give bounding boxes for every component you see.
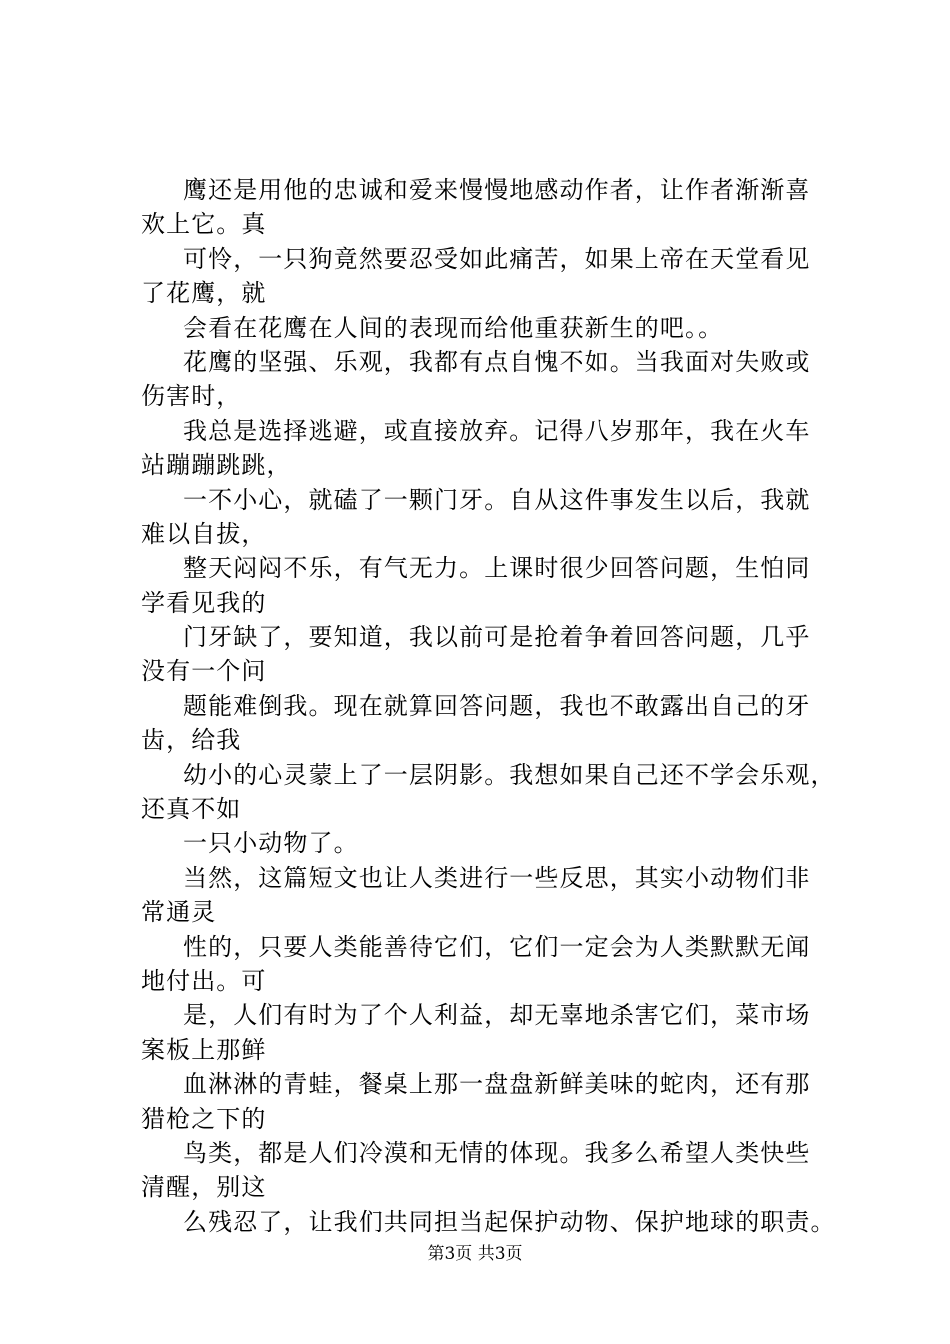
text-line: 伤害时，: [141, 382, 242, 411]
text-line: 没有一个问: [141, 657, 267, 686]
text-line: 了花鹰，就: [141, 279, 267, 308]
text-line: 我总是选择逃避，或直接放弃。记得八岁那年，我在火车: [183, 416, 811, 445]
text-line: 鹰还是用他的忠诚和爱来慢慢地感动作者，让作者渐渐喜: [183, 176, 811, 204]
page-footer: 第3页 共3页: [427, 1244, 523, 1264]
text-line: 门牙缺了，要知道，我以前可是抢着争着回答问题，几乎: [183, 623, 811, 652]
text-line: 地付出。可: [141, 966, 267, 995]
text-line: 清醒，别这: [141, 1173, 267, 1202]
body-text: [141, 173, 841, 1239]
text-line: 猎枪之下的: [141, 1104, 267, 1133]
text-line: 一不小心，就磕了一颗门牙。自从这件事发生以后，我就: [183, 485, 811, 514]
text-line: 学看见我的: [141, 588, 267, 617]
text-line: 站蹦蹦跳跳，: [141, 451, 292, 480]
text-line: 么残忍了，让我们共同担当起保护动物、保护地球的职责。: [183, 1207, 836, 1236]
text-line: 题能难倒我。现在就算回答问题，我也不敢露出自己的牙: [183, 691, 811, 720]
text-line: 幼小的心灵蒙上了一层阴影。我想如果自己还不学会乐观，: [183, 760, 836, 789]
text-line: 整天闷闷不乐，有气无力。上课时很少回答问题，生怕同: [183, 554, 811, 583]
text-line: 可怜，一只狗竟然要忍受如此痛苦，如果上帝在天堂看见: [183, 244, 811, 273]
text-line: 一只小动物了。: [183, 829, 359, 858]
text-line: 会看在花鹰在人间的表现而给他重获新生的吧。。: [183, 313, 724, 342]
text-line: 还真不如: [141, 795, 242, 824]
text-line: 花鹰的坚强、乐观，我都有点自愧不如。当我面对失败或: [183, 347, 811, 376]
text-line: 血淋淋的青蛙，餐桌上那一盘盘新鲜美味的蛇肉，还有那: [183, 1070, 811, 1099]
text-line: 性的，只要人类能善待它们，它们一定会为人类默默无闻: [183, 932, 811, 961]
text-line: 是，人们有时为了个人利益，却无辜地杀害它们，菜市场: [183, 1001, 811, 1030]
text-line: 欢上它。真: [141, 210, 267, 239]
text-line: 当然，这篇短文也让人类进行一些反思，其实小动物们非: [183, 863, 811, 892]
text-line: 难以自拔，: [141, 519, 267, 548]
text-line: 案板上那鲜: [141, 1035, 267, 1064]
text-line: 齿，给我: [141, 726, 242, 755]
text-line: 常通灵: [141, 898, 217, 927]
text-line: 鸟类，都是人们冷漠和无情的体现。我多么希望人类快些: [183, 1138, 811, 1167]
